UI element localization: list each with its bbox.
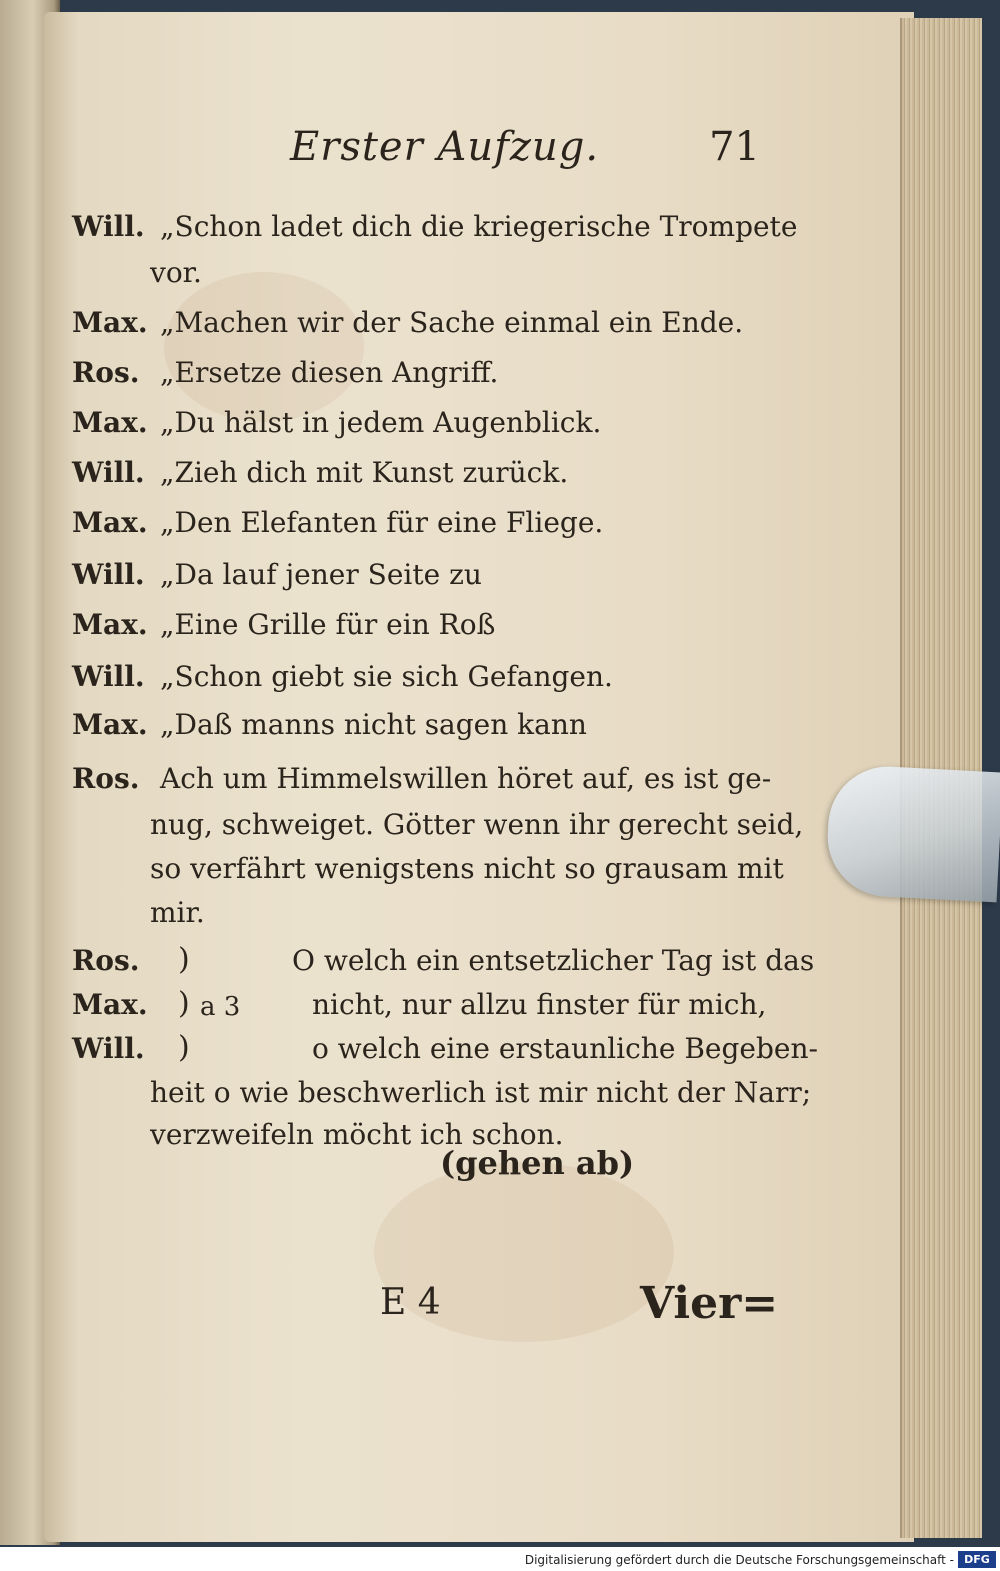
- dialogue-line: „Den Elefanten für eine Fliege.: [160, 506, 604, 539]
- speech-line: so verfährt wenigstens nicht so grausam mit: [150, 852, 784, 885]
- dialogue-line: vor.: [150, 256, 202, 289]
- dialogue-line: „Du hälst in jedem Augenblick.: [160, 406, 602, 439]
- speaker-label: Will.: [72, 1032, 145, 1065]
- page-clip: [825, 764, 1000, 903]
- speaker-label: Max.: [72, 306, 148, 339]
- credit-bar: [0, 1547, 1000, 1571]
- page-stain: [164, 272, 364, 422]
- speaker-label: Will.: [72, 558, 145, 591]
- page-header: [290, 118, 760, 178]
- speaker-label: Max.: [72, 506, 148, 539]
- ensemble-marking: a 3: [200, 992, 241, 1022]
- page-number: 71: [709, 124, 760, 170]
- trio-line: nicht, nur allzu finster für mich,: [312, 988, 767, 1021]
- trio-line: o welch eine erstaunliche Begeben-: [312, 1032, 818, 1065]
- dialogue-line: „Eine Grille für ein Roß: [160, 608, 496, 641]
- catchword: Vier=: [640, 1278, 779, 1329]
- speech-line: mir.: [150, 896, 205, 929]
- stage-direction: (gehen ab): [440, 1144, 635, 1182]
- speech-line: nug, schweiget. Götter wenn ihr gerecht seid,: [150, 808, 804, 841]
- dialogue-line: „Ersetze diesen Angriff.: [160, 356, 499, 389]
- speaker-label: Max.: [72, 708, 148, 741]
- dialogue-line: „Daß manns nicht sagen kann: [160, 708, 587, 741]
- dialogue-line: „Schon giebt sie sich Gefangen.: [160, 660, 613, 693]
- running-title: Erster Aufzug.: [290, 124, 600, 170]
- dialogue-line: „Schon ladet dich die kriegerische Trompete: [160, 210, 798, 243]
- speaker-label: Max.: [72, 608, 148, 641]
- speaker-label: Ros.: [72, 356, 140, 389]
- speaker-label: Max.: [72, 988, 148, 1021]
- dialogue-line: „Machen wir der Sache einmal ein Ende.: [160, 306, 744, 339]
- signature-mark: E 4: [380, 1282, 441, 1323]
- credit-text: Digitalisierung gefördert durch die Deutsche Forschungsgemeinschaft -: [524, 1553, 954, 1567]
- speaker-label: Max.: [72, 406, 148, 439]
- brace-mark: ): [178, 986, 190, 1021]
- speech-line: Ach um Himmelswillen höret auf, es ist ge-: [160, 762, 772, 795]
- speaker-label: Ros.: [72, 762, 140, 795]
- brace-mark: ): [178, 1030, 190, 1065]
- speaker-label: Ros.: [72, 944, 140, 977]
- dialogue-line: „Zieh dich mit Kunst zurück.: [160, 456, 569, 489]
- speaker-label: Will.: [72, 660, 145, 693]
- trio-line: verzweifeln möcht ich schon.: [150, 1118, 564, 1151]
- speaker-label: Will.: [72, 456, 145, 489]
- dialogue-line: „Da lauf jener Seite zu: [160, 558, 482, 591]
- trio-line: heit o wie beschwerlich ist mir nicht der Narr;: [150, 1076, 812, 1109]
- brace-mark: ): [178, 942, 190, 977]
- dfg-logo: DFG: [958, 1551, 996, 1568]
- trio-line: O welch ein entsetzlicher Tag ist das: [292, 944, 815, 977]
- speaker-label: Will.: [72, 210, 145, 243]
